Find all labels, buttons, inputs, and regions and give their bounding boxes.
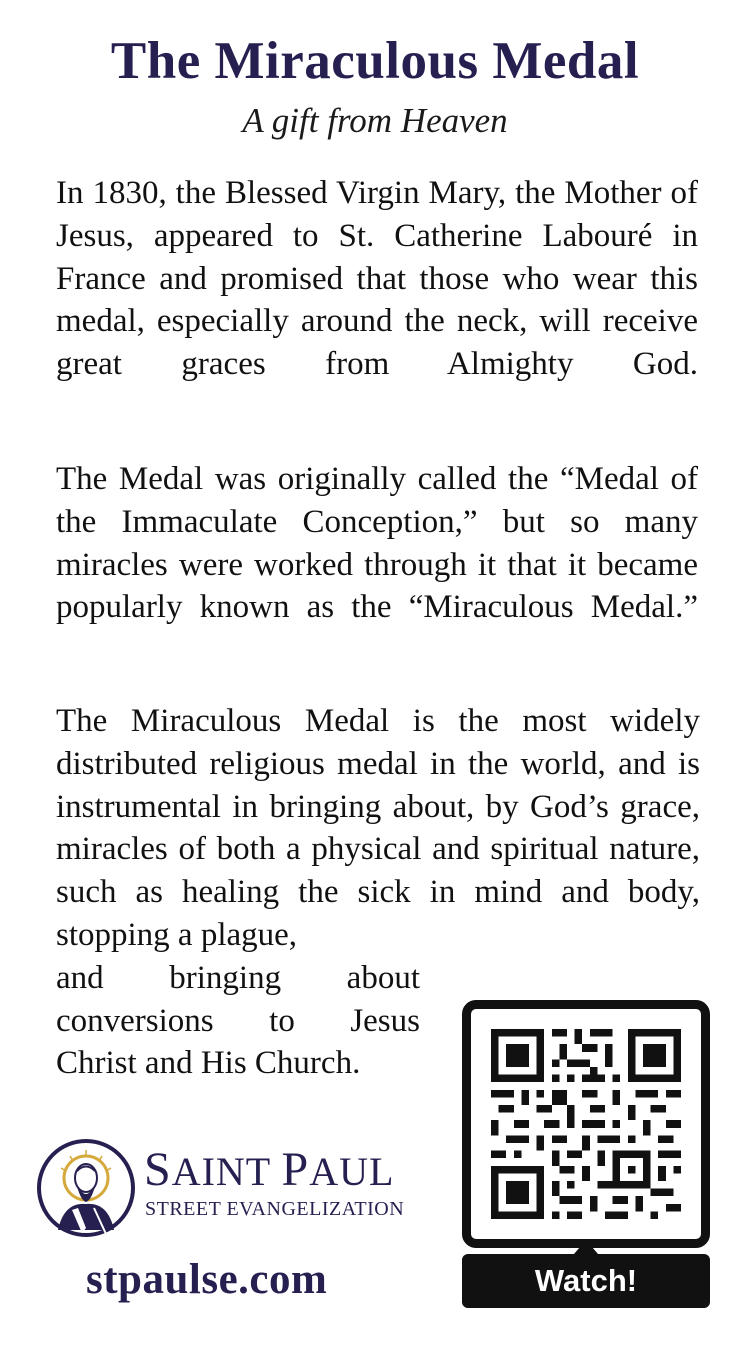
logo-name: SAINT PAUL xyxy=(144,1143,395,1196)
qr-code-icon xyxy=(491,1029,681,1219)
saint-paul-medallion-icon xyxy=(36,1138,136,1238)
watch-button[interactable]: Watch! xyxy=(462,1254,710,1308)
paragraph-history: In 1830, the Blessed Virgin Mary, the Mother of Jesus, appeared to St. Catherine Labouré in France and promised that those who wear this medal, especially around the neck, will receive great graces from Almighty God. xyxy=(56,175,698,383)
paragraph-miracles-continued: and bringing about conversions to Jesus xyxy=(56,960,420,1039)
qr-pointer xyxy=(574,1240,598,1254)
logo-subtitle: STREET EVANGELIZATION xyxy=(145,1198,405,1220)
qr-code-frame xyxy=(462,1000,710,1248)
qr-code-card[interactable] xyxy=(462,1000,710,1310)
saint-paul-logo[interactable] xyxy=(36,1138,436,1238)
website-link[interactable]: stpaulse.com xyxy=(86,1256,328,1303)
paragraph-name: The Medal was originally called the “Medal of the Immaculate Conception,” but so many miracles were worked through it that it became popularly known as the “Miraculous Medal.” xyxy=(56,461,698,626)
paragraph-miracles: The Miraculous Medal is the most widely distributed religious medal in the world, and is instrumental in bringing about, by God’s grace, miracles of both a physical and spiritual nature, such as healing the sick in mind and body, stopping a plague, xyxy=(56,703,700,953)
page-subtitle: A gift from Heaven xyxy=(242,101,508,140)
page-title: The Miraculous Medal xyxy=(110,32,640,90)
paragraph-miracles-end: Christ and His Church. xyxy=(56,1045,361,1081)
